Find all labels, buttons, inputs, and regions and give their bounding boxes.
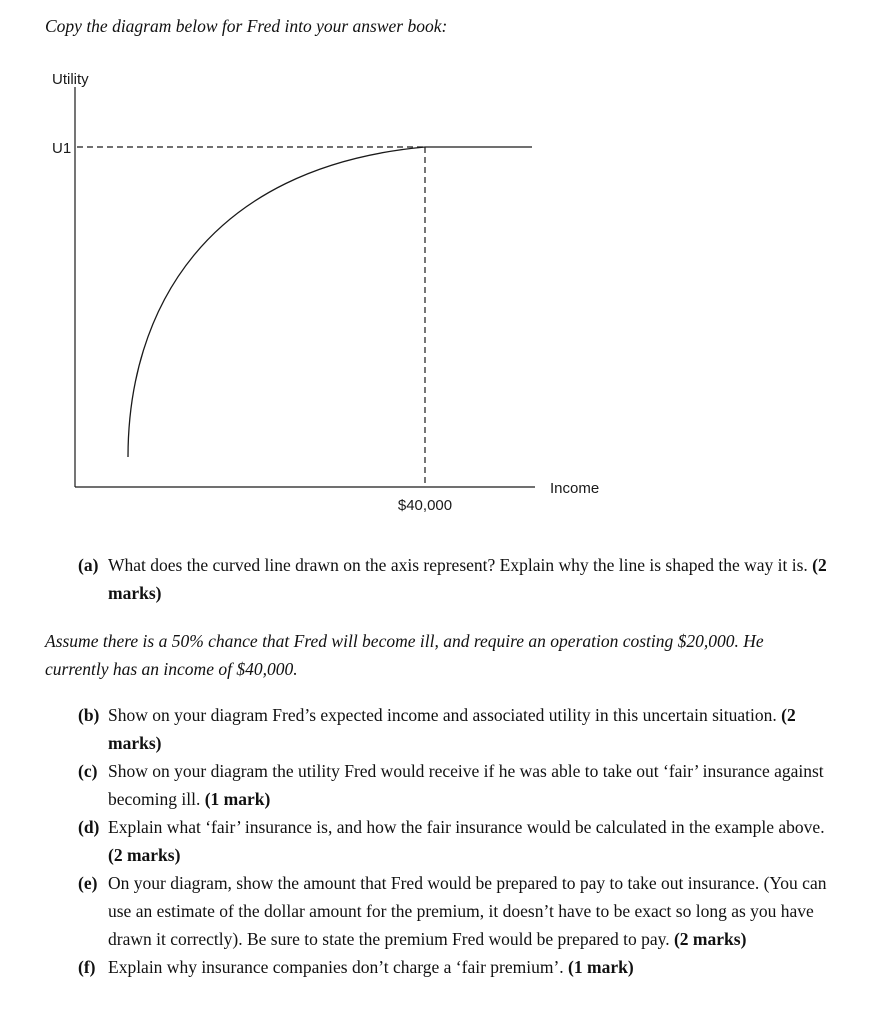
- question-text: [108, 701, 830, 757]
- question-text: [108, 757, 830, 813]
- question-item-d: [78, 813, 830, 869]
- question-text: [108, 953, 830, 981]
- question-item-f: [78, 953, 830, 981]
- intro-instruction: Copy the diagram below for Fred into your answer book:: [45, 16, 448, 36]
- question-list-a: [78, 551, 830, 607]
- utility-curve: [128, 147, 425, 457]
- question-label: (d): [78, 817, 100, 837]
- question-body: What does the curved line drawn on the axis represent? Explain why the line is shaped the way it is.: [108, 555, 808, 575]
- u1-label: U1: [52, 140, 72, 157]
- x-axis-label: Income: [550, 480, 600, 497]
- question-body: On your diagram, show the amount that Fred would be prepared to pay to take out insurance. (You can use an estimate of the dollar amount for the premium, it doesn’t have to be exact so long as you have drawn it correctly). Be sure to state the premium Fred would be prepared to pay.: [108, 873, 827, 949]
- question-label: (c): [78, 761, 98, 781]
- x-value-label: $40,000: [397, 497, 453, 514]
- utility-diagram-svg: [45, 62, 625, 522]
- question-label: (b): [78, 705, 100, 725]
- assumption-paragraph: Assume there is a 50% chance that Fred will become ill, and require an operation costing $20,000. He currently has an income of $40,000.: [45, 631, 764, 679]
- question-label: (e): [78, 873, 98, 893]
- question-text: [108, 551, 830, 607]
- utility-diagram: [45, 62, 830, 527]
- question-item-b: [78, 701, 830, 757]
- marks-label: (2 marks): [673, 929, 747, 949]
- marks-label: (1 mark): [568, 957, 634, 977]
- marks-label: (2 marks): [108, 555, 827, 603]
- question-item-e: [78, 869, 830, 953]
- question-item-c: [78, 757, 830, 813]
- question-body: Show on your diagram the utility Fred would receive if he was able to take out ‘fair’ insurance against becoming ill.: [108, 761, 824, 809]
- y-axis-label: Utility: [52, 71, 89, 88]
- question-label: (a): [78, 555, 99, 575]
- question-body: Explain what ‘fair’ insurance is, and how the fair insurance would be calculated in the example above.: [108, 817, 825, 837]
- question-label: (f): [78, 957, 96, 977]
- marks-label: (1 mark): [204, 789, 271, 809]
- question-body: Show on your diagram Fred’s expected income and associated utility in this uncertain situation.: [108, 705, 777, 725]
- marks-label: (2 marks): [108, 845, 181, 865]
- question-list-b-f: [78, 701, 830, 981]
- question-item-a: [78, 551, 830, 607]
- marks-label: (2 marks): [108, 705, 796, 753]
- question-body: Explain why insurance companies don’t charge a ‘fair premium’.: [108, 957, 564, 977]
- question-text: [108, 869, 830, 953]
- question-text: [108, 813, 830, 869]
